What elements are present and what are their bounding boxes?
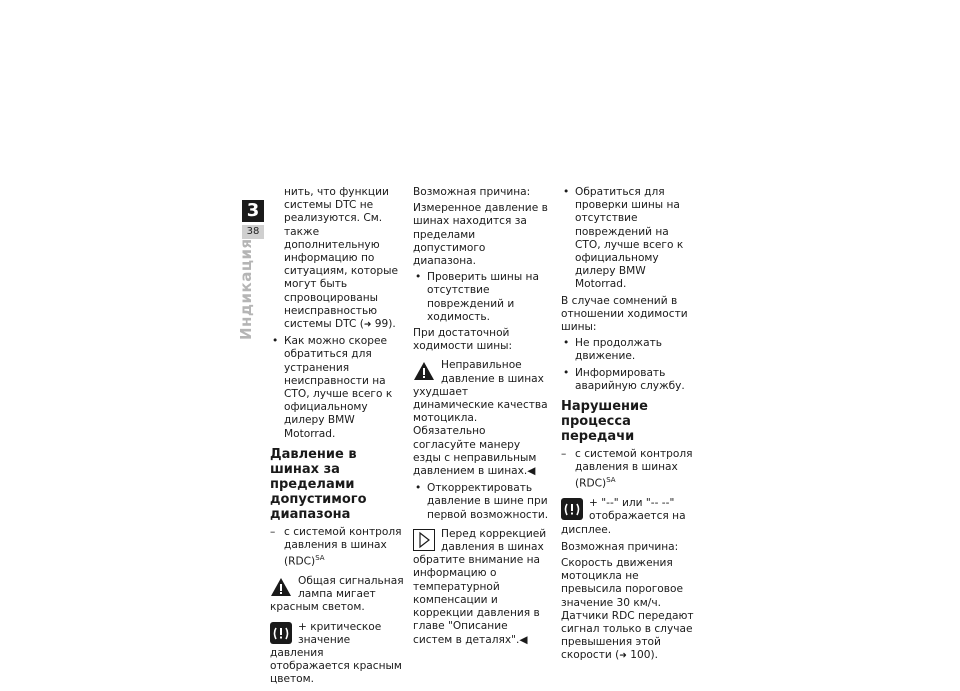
paragraph: Измеренное давление в шинах находится за пределами допустимого диапазона.	[413, 202, 548, 268]
paragraph: Возможная причина:	[413, 186, 531, 198]
page-reference: 99).	[374, 318, 396, 331]
section-heading: Давление в шинах за пределами допустимого диапазона	[270, 446, 367, 522]
end-marker-icon: ◀	[527, 465, 536, 478]
tire-pressure-warning-icon	[270, 622, 292, 644]
paragraph-text: Скорость движения мотоцикла не превысила пороговое значение 30 км/ч. Датчики RDC передают сигнал только в случае превышения этой скорости (	[561, 557, 694, 662]
dash-text: с системой контроля давления в шинах (RDC)	[575, 448, 693, 490]
superscript: SA	[606, 476, 616, 485]
tire-pressure-row	[561, 497, 697, 537]
reference-arrow-icon: ➜	[363, 320, 372, 331]
warning-row	[413, 359, 549, 478]
dash-item	[270, 526, 406, 569]
bullet-item: • Проверить шины на отсутствие повреждений и ходимость.	[413, 271, 549, 324]
superscript: SA	[315, 554, 325, 563]
bullet-item: • Информировать аварийную службу.	[561, 367, 697, 393]
warning-row	[270, 575, 406, 615]
paragraph: В случае сомнений в отношении ходимости шины:	[561, 294, 688, 334]
end-marker-icon: ◀	[519, 633, 528, 646]
page-number: 38	[242, 225, 264, 239]
warning-triangle-icon	[270, 576, 292, 598]
warning-text: Общая сигнальная лампа мигает красным светом.	[270, 575, 404, 614]
warning-text: Неправильное давление в шинах ухудшает динамические качества мотоцикла. Обязательно согласуйте манеру езды с неправильным давлением в шинах.	[413, 359, 548, 478]
reference-arrow-icon: ➜	[619, 651, 627, 662]
page-reference: 100).	[630, 649, 658, 662]
tire-pressure-text: + "--" или "-- --" отображается на дисплее.	[561, 497, 686, 536]
tire-pressure-row	[270, 621, 406, 687]
bullet-item: • Как можно скорее обратиться для устранения неисправности на СТО, лучше всего к официальному дилеру BMW Motorrad.	[270, 335, 406, 441]
bullet-item: • Обратиться для проверки шины на отсутствие повреждений на СТО, лучше всего к официальному дилеру BMW Motorrad.	[561, 186, 697, 292]
paragraph	[561, 557, 697, 664]
section-heading: Нарушение процесса передачи	[561, 399, 648, 445]
warning-triangle-icon	[413, 360, 435, 382]
tire-pressure-warning-icon	[561, 498, 583, 520]
chapter-number: 3	[242, 200, 264, 222]
paragraph-text: нить, что функции системы DTC не реализуются. См. также дополнительную информацию по ситуациям, которые могут быть спровоцированы неисправностью системы DTC (	[284, 186, 398, 331]
note-text: Перед коррекцией давления в шинах обратите внимание на информацию о температурной компенсации и коррекции давления в главе "Описание систем в деталях".	[413, 527, 547, 646]
tire-pressure-text: + критическое значение давления отображается красным цветом.	[270, 620, 402, 686]
bullet-item: • Откорректировать давление в шине при первой возможности.	[413, 482, 549, 522]
chapter-side-label: Индикация	[237, 238, 255, 340]
paragraph	[270, 186, 406, 332]
bullet-item: • Не продолжать движение.	[561, 337, 697, 363]
dash-item	[561, 448, 697, 491]
column-3	[561, 186, 697, 667]
paragraph: При достаточной ходимости шины:	[413, 327, 513, 353]
note-row	[413, 528, 549, 647]
dash-text: с системой контроля давления в шинах (RDC)	[284, 525, 402, 568]
paragraph: Возможная причина:	[561, 540, 679, 553]
column-2	[413, 186, 549, 651]
note-triangle-icon	[413, 529, 435, 551]
column-1	[270, 186, 406, 691]
